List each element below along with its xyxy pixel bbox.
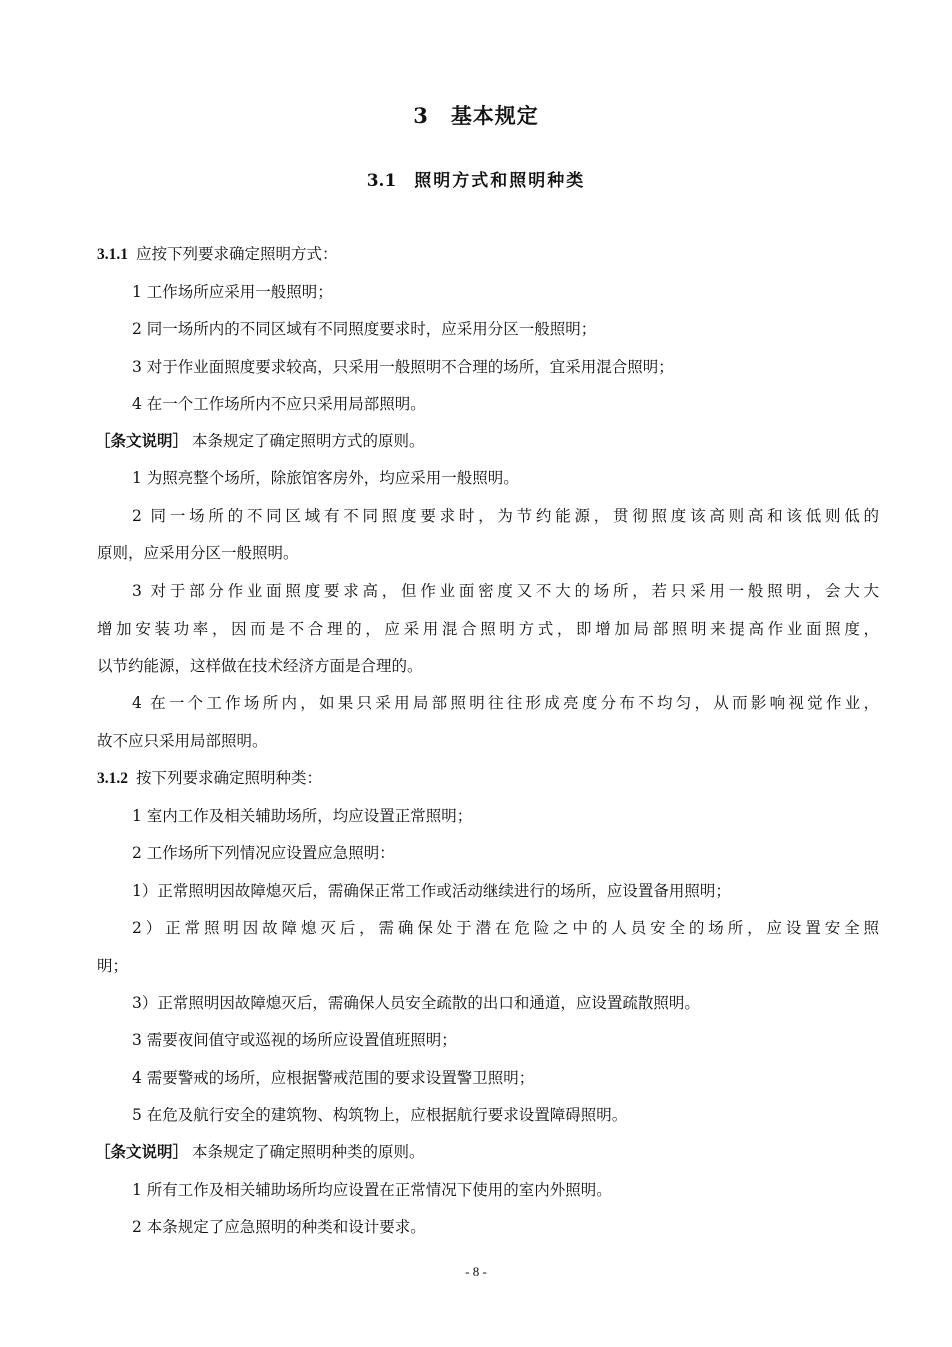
explanation-line: 3 对于部分作业面照度要求高，但作业面密度又不大的场所，若只采用一般照明，会大大 (132, 582, 879, 600)
list-item: 5 在危及航行安全的建筑物、构筑物上，应根据航行要求设置障碍照明。 (132, 1106, 628, 1124)
list-item: 4 需要警戒的场所，应根据警戒范围的要求设置警卫照明； (132, 1069, 535, 1087)
explanation-line: 以节约能源，这样做在技术经济方面是合理的。 (97, 657, 423, 675)
chapter-title (0, 100, 952, 130)
list-item: 1 工作场所应采用一般照明； (132, 283, 333, 301)
sub-list-item-continuation: 明； (97, 957, 129, 975)
page-number: - 8 - (465, 1264, 487, 1279)
list-item: 3 需要夜间值守或巡视的场所应设置值班照明； (132, 1031, 457, 1049)
clause-text: 应按下列要求确定照明方式： (136, 245, 338, 263)
explanation-line: 原则，应采用分区一般照明。 (97, 544, 299, 562)
sub-list-item: 3）正常照明因故障熄灭后，需确保人员安全疏散的出口和通道，应设置疏散照明。 (132, 994, 700, 1012)
explanation-line: 1 为照亮整个场所，除旅馆客房外，均应采用一般照明。 (132, 469, 519, 487)
explanation-line: 4 在一个工作场所内，如果只采用局部照明往往形成亮度分布不均匀，从而影响视觉作业， (132, 694, 879, 712)
explanation-line: 故不应只采用局部照明。 (97, 732, 268, 750)
explanation-text: 本条规定了确定照明方式的原则。 (192, 432, 425, 450)
chapter-number: 3 (413, 103, 429, 128)
list-item: 2 工作场所下列情况应设置应急照明： (132, 844, 395, 862)
clause-number: 3.1.2 (97, 770, 128, 787)
list-item: 3 对于作业面照度要求较高，只采用一般照明不合理的场所，宜采用混合照明； (132, 358, 674, 376)
explanation-line: 2 本条规定了应急照明的种类和设计要求。 (132, 1218, 426, 1236)
section-number: 3.1 (366, 171, 397, 191)
chapter-title-text: 基本规定 (450, 103, 539, 128)
explanation-line: 增加安装功率，因而是不合理的，应采用混合照明方式，即增加局部照明来提高作业面照度， (97, 620, 879, 638)
sub-list-item: 1）正常照明因故障熄灭后，需确保正常工作或活动继续进行的场所，应设置备用照明； (132, 882, 731, 900)
sub-list-item: 2）正常照明因故障熄灭后，需确保处于潜在危险之中的人员安全的场所，应设置安全照 (132, 919, 879, 937)
clause-text: 按下列要求确定照明种类： (136, 769, 323, 787)
explanation-line: 1 所有工作及相关辅助场所均应设置在正常情况下使用的室内外照明。 (132, 1181, 612, 1199)
list-item: 4 在一个工作场所内不应只采用局部照明。 (132, 395, 426, 413)
explanation-text: 本条规定了确定照明种类的原则。 (192, 1143, 425, 1161)
section-title-text: 照明方式和照明种类 (414, 171, 586, 191)
clause-3-1-2 (97, 767, 322, 790)
clause-number: 3.1.1 (97, 246, 128, 263)
explanation-line: 2 同一场所的不同区域有不同照度要求时，为节约能源，贯彻照度该高则高和该低则低的 (132, 507, 879, 525)
explanation-label: ［条文说明］ (95, 1142, 189, 1161)
explanation-heading (95, 430, 425, 452)
clause-3-1-1 (97, 243, 338, 266)
section-title (0, 166, 952, 191)
list-item: 2 同一场所内的不同区域有不同照度要求时，应采用分区一般照明； (132, 320, 597, 338)
list-item: 1 室内工作及相关辅助场所，均应设置正常照明； (132, 807, 473, 825)
explanation-heading (95, 1141, 425, 1163)
explanation-label: ［条文说明］ (95, 431, 189, 450)
